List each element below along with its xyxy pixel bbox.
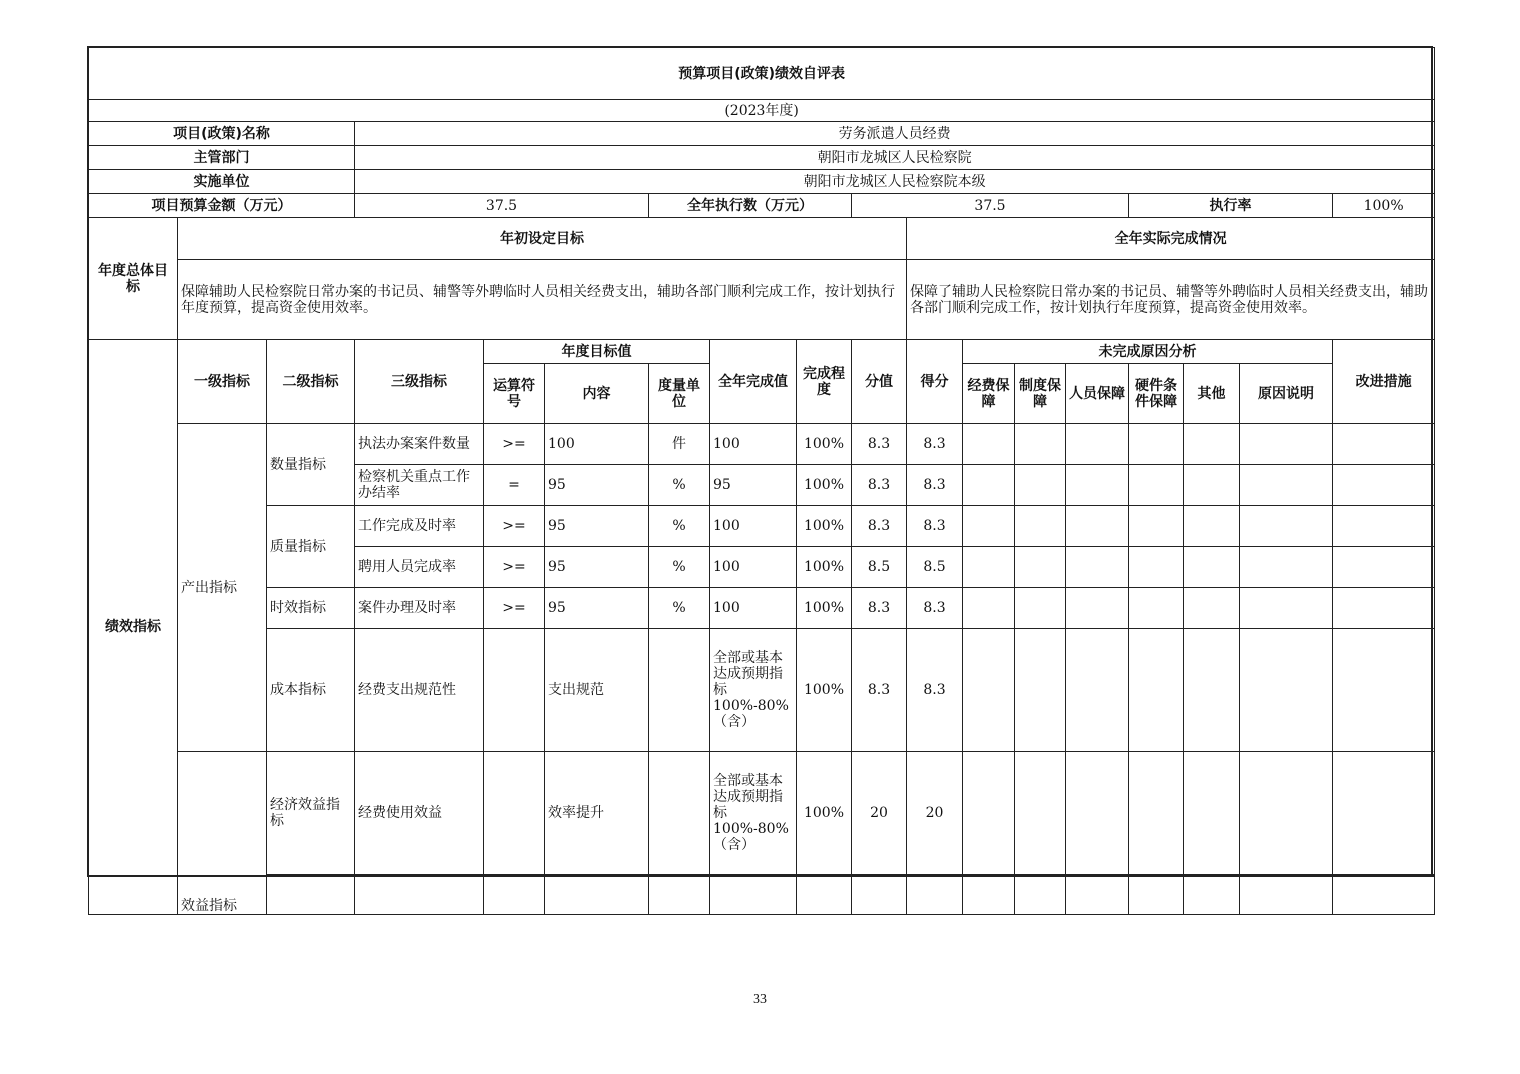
indicator-content: 效率提升 — [545, 752, 649, 875]
actual-completion-header: 全年实际完成情况 — [907, 218, 1435, 260]
header-reason: 未完成原因分析 — [963, 340, 1333, 364]
table-row — [89, 588, 1435, 629]
indicator-name: 案件办理及时率 — [355, 588, 484, 629]
indicator-degree: 100% — [797, 629, 852, 752]
header-reason-note: 原因说明 — [1240, 364, 1333, 424]
implementing-unit-value: 朝阳市龙城区人民检察院本级 — [355, 170, 1435, 194]
annual-goal-label: 年度总体目标 — [89, 218, 178, 340]
budget-amount-value: 37.5 — [355, 194, 649, 218]
header-degree: 完成程度 — [797, 340, 852, 424]
performance-indicators-label: 绩效指标 — [89, 340, 178, 915]
indicator-degree: 100% — [797, 547, 852, 588]
indicator-got: 8.3 — [907, 465, 963, 506]
indicator-unit: % — [649, 465, 710, 506]
department-label: 主管部门 — [89, 146, 355, 170]
department-value: 朝阳市龙城区人民检察院 — [355, 146, 1435, 170]
indicator-op: = — [484, 465, 545, 506]
indicator-unit — [649, 629, 710, 752]
indicator-degree: 100% — [797, 424, 852, 465]
indicator-actual: 全部或基本达成预期指标100%-80%（含） — [710, 629, 797, 752]
table-row — [89, 424, 1435, 465]
indicator-content: 100 — [545, 424, 649, 465]
indicator-actual: 全部或基本达成预期指标100%-80%（含） — [710, 752, 797, 875]
set-goal-text: 保障辅助人民检察院日常办案的书记员、辅警等外聘临时人员相关经费支出，辅助各部门顺利完成工作，按计划执行年度预算，提高资金使用效率。 — [178, 260, 907, 340]
indicator-content: 95 — [545, 588, 649, 629]
level1-output: 产出指标 — [178, 424, 267, 752]
cutoff-line — [87, 875, 1434, 877]
indicator-got: 8.3 — [907, 588, 963, 629]
set-goal-header: 年初设定目标 — [178, 218, 907, 260]
header-target: 年度目标值 — [484, 340, 710, 364]
table-row — [89, 629, 1435, 752]
indicator-unit: % — [649, 506, 710, 547]
implementing-unit-label: 实施单位 — [89, 170, 355, 194]
indicator-score: 8.3 — [852, 465, 907, 506]
level2-quality: 质量指标 — [267, 506, 355, 588]
indicator-name: 经费支出规范性 — [355, 629, 484, 752]
level2-economic: 经济效益指标 — [267, 752, 355, 875]
indicator-score: 8.3 — [852, 424, 907, 465]
header-reason-other: 其他 — [1184, 364, 1240, 424]
header-improve: 改进措施 — [1333, 340, 1435, 424]
indicator-name: 检察机关重点工作办结率 — [355, 465, 484, 506]
header-level1: 一级指标 — [178, 340, 267, 424]
indicator-name: 执法办案案件数量 — [355, 424, 484, 465]
indicator-op — [484, 629, 545, 752]
table-row — [89, 506, 1435, 547]
indicator-content: 支出规范 — [545, 629, 649, 752]
header-reason-staff: 人员保障 — [1066, 364, 1129, 424]
header-got: 得分 — [907, 340, 963, 424]
indicator-name: 聘用人员完成率 — [355, 547, 484, 588]
header-reason-funding: 经费保障 — [963, 364, 1015, 424]
table-row — [89, 752, 1435, 875]
form-title: 预算项目(政策)绩效自评表 — [89, 48, 1435, 100]
header-level2: 二级指标 — [267, 340, 355, 424]
indicator-degree: 100% — [797, 752, 852, 875]
indicator-content: 95 — [545, 547, 649, 588]
indicator-degree: 100% — [797, 506, 852, 547]
indicator-score: 8.5 — [852, 547, 907, 588]
indicator-name: 经费使用效益 — [355, 752, 484, 875]
indicator-actual: 100 — [710, 506, 797, 547]
indicator-actual: 100 — [710, 588, 797, 629]
execution-amount-label: 全年执行数（万元） — [649, 194, 852, 218]
execution-rate-value: 100% — [1333, 194, 1435, 218]
indicator-score: 8.3 — [852, 506, 907, 547]
header-actual: 全年完成值 — [710, 340, 797, 424]
form-year: (2023年度) — [89, 100, 1435, 122]
level1-benefit: 效益指标 — [178, 752, 267, 915]
actual-completion-text: 保障了辅助人民检察院日常办案的书记员、辅警等外聘临时人员相关经费支出，辅助各部门顺利完成工作，按计划执行年度预算，提高资金使用效率。 — [907, 260, 1435, 340]
budget-amount-label: 项目预算金额（万元） — [89, 194, 355, 218]
indicator-op: >= — [484, 588, 545, 629]
performance-form — [88, 47, 1434, 914]
form-table — [88, 47, 1435, 915]
indicator-got: 8.5 — [907, 547, 963, 588]
indicator-score: 8.3 — [852, 629, 907, 752]
level2-time: 时效指标 — [267, 588, 355, 629]
indicator-op: >= — [484, 547, 545, 588]
project-name-value: 劳务派遣人员经费 — [355, 122, 1435, 146]
header-unit: 度量单位 — [649, 364, 710, 424]
indicator-content: 95 — [545, 465, 649, 506]
page-number: 33 — [753, 992, 767, 1007]
indicator-score: 20 — [852, 752, 907, 875]
project-name-label: 项目(政策)名称 — [89, 122, 355, 146]
indicator-op: >= — [484, 424, 545, 465]
level2-quantity: 数量指标 — [267, 424, 355, 506]
indicator-actual: 100 — [710, 547, 797, 588]
indicator-got: 8.3 — [907, 506, 963, 547]
indicator-got: 8.3 — [907, 424, 963, 465]
indicator-actual: 100 — [710, 424, 797, 465]
indicator-op — [484, 752, 545, 875]
indicator-got: 8.3 — [907, 629, 963, 752]
indicator-unit: % — [649, 547, 710, 588]
header-op: 运算符号 — [484, 364, 545, 424]
header-reason-system: 制度保障 — [1015, 364, 1066, 424]
indicator-content: 95 — [545, 506, 649, 547]
header-reason-hardware: 硬件条件保障 — [1129, 364, 1184, 424]
execution-rate-label: 执行率 — [1129, 194, 1333, 218]
indicator-actual: 95 — [710, 465, 797, 506]
indicator-unit: % — [649, 588, 710, 629]
level2-cost: 成本指标 — [267, 629, 355, 752]
indicator-unit — [649, 752, 710, 875]
header-content: 内容 — [545, 364, 649, 424]
header-score: 分值 — [852, 340, 907, 424]
execution-amount-value: 37.5 — [852, 194, 1129, 218]
indicator-op: >= — [484, 506, 545, 547]
indicator-got: 20 — [907, 752, 963, 875]
indicator-score: 8.3 — [852, 588, 907, 629]
indicator-unit: 件 — [649, 424, 710, 465]
indicator-name: 工作完成及时率 — [355, 506, 484, 547]
indicator-degree: 100% — [797, 465, 852, 506]
header-level3: 三级指标 — [355, 340, 484, 424]
indicator-degree: 100% — [797, 588, 852, 629]
